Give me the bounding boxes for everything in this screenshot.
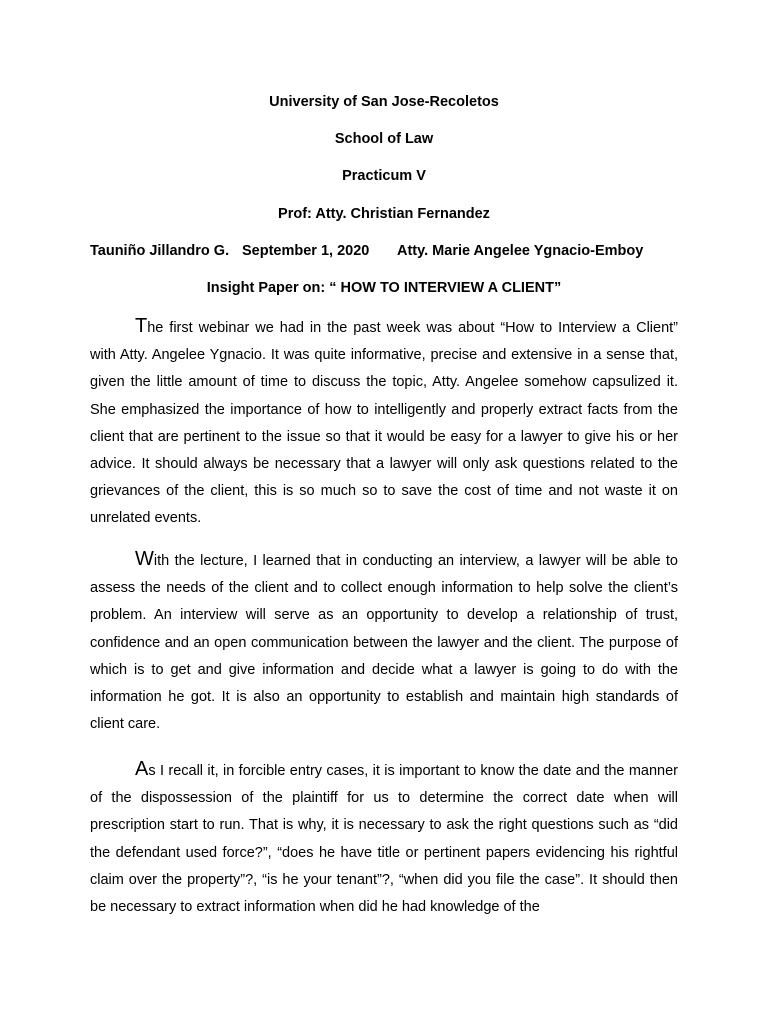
paragraph-1-initial: T [135, 315, 148, 337]
paper-title: Insight Paper on: “ HOW TO INTERVIEW A CLIENT” [206, 280, 562, 296]
byline [90, 242, 690, 260]
professor-name: Prof: Atty. Christian Fernandez [278, 206, 490, 222]
date: September 1, 2020 [242, 243, 370, 259]
school-name: School of Law [334, 131, 434, 147]
paragraph-3-text: s I recall it, in forcible entry cases, it is important to know the date and the manner of the dispossession of the plaintiff for us to determine the correct date when will prescription start to run. That is why, it is necessary to ask the right questions such as “did the defendant used force?”, “does he have title or pertinent papers evidencing his rightful claim over the property”?, “is he your tenant”?, “when did you file the case”. It should then be necessary to extract information when did he had knowledge of the [90, 763, 678, 916]
paragraph-1 [90, 313, 678, 533]
paragraph-1-text: he first webinar we had in the past week was about “How to Interview a Client” with Atty. Angelee Ygnacio. It was quite informative, precise and extensive in a sense that, given the little amount of time to discuss the topic, Atty. Angelee somehow capsulized it. She emphasized the importance of how to intelligently and properly extract facts from the client that are pertinent to the issue so that it would be easy for a lawyer to give his or her advice. It should always be necessary that a lawyer will only ask questions related to the grievances of the client, this is so much so to save the cost of time and not waste it on unrelated events. [90, 320, 678, 527]
course-name: Practicum V [342, 168, 426, 184]
paragraph-3 [90, 756, 678, 921]
paragraph-2-text: ith the lecture, I learned that in conducting an interview, a lawyer will be able to assess the needs of the client and to collect enough information to help solve the client’s problem. An interview will serve as an opportunity to develop a relationship of trust, confidence and an open communication between the lawyer and the client. The purpose of which is to get and give information and decide what a lawyer is going to do with the information he got. It is also an opportunity to establish and maintain high standards of client care. [90, 553, 678, 733]
paragraph-3-initial: A [135, 758, 149, 780]
author-name: Tauniño Jillandro G. [90, 243, 230, 259]
speaker-name: Atty. Marie Angelee Ygnacio-Emboy [397, 243, 644, 259]
paragraph-2-initial: W [135, 548, 154, 570]
paragraph-2 [90, 546, 678, 738]
university-name: University of San Jose-Recoletos [269, 94, 499, 110]
